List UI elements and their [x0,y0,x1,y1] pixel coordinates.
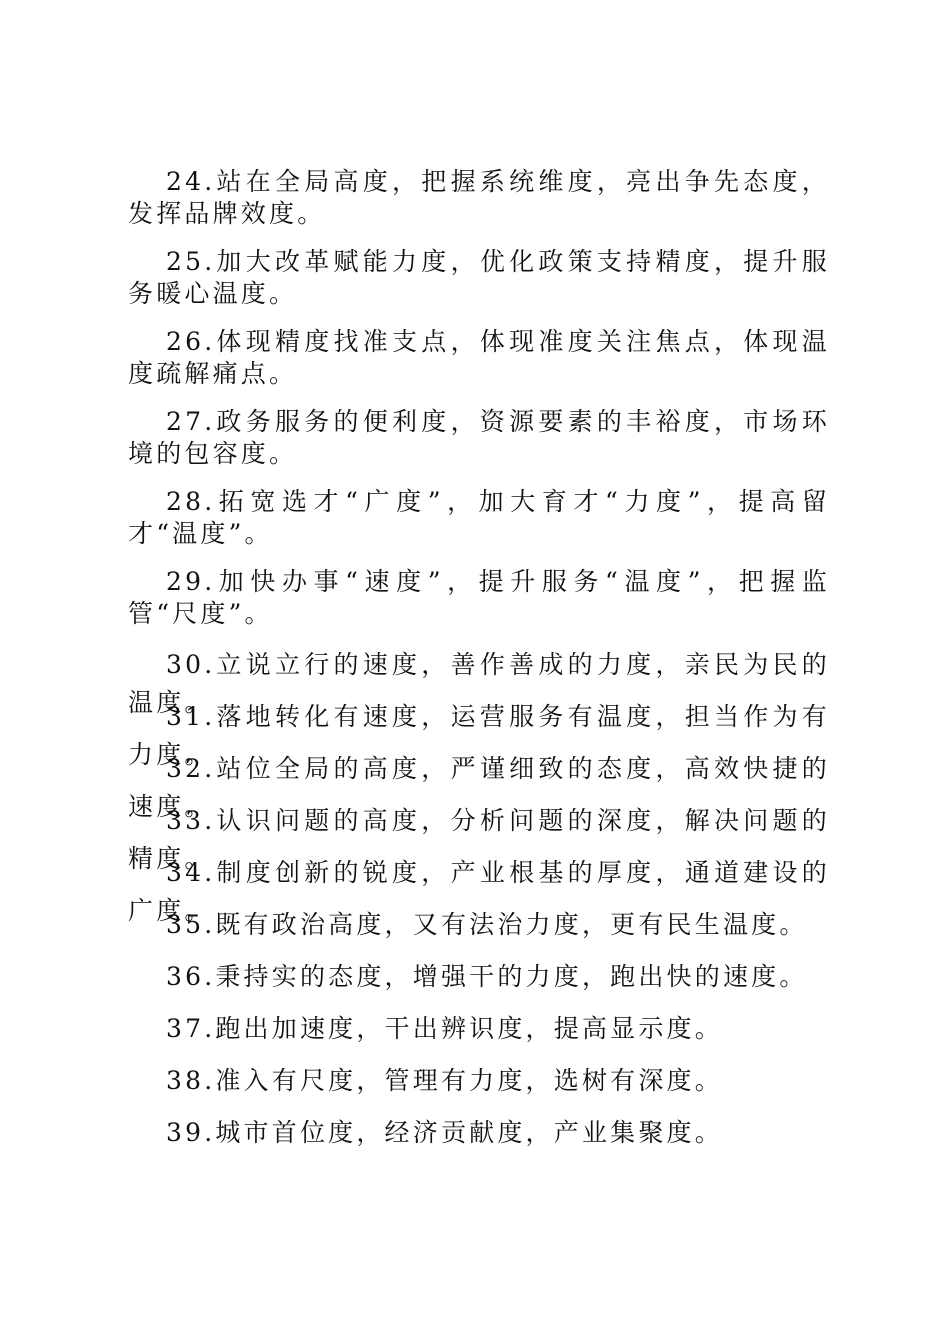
list-item: 35.既有政治高度，又有法治力度，更有民生温度。 [166,910,808,939]
list-item: 37.跑出加速度，干出辨识度，提高显示度。 [166,1014,723,1043]
list-item: 29.加快办事“速度”，提升服务“温度”，把握监管“尺度”。 [128,567,830,628]
list-item: 24.站在全局高度，把握系统维度，亮出争先态度，发挥品牌效度。 [128,167,830,228]
list-item: 32.站位全局的高度，严谨细致的态度，高效快捷的速度。 [128,754,830,821]
list-item: 33.认识问题的高度，分析问题的深度，解决问题的精度。 [128,806,830,873]
list-item: 34.制度创新的锐度，产业根基的厚度，通道建设的广度。 [128,858,830,925]
list-item: 31.落地转化有速度，运营服务有温度，担当作为有力度。 [128,702,830,769]
list-item: 26.体现精度找准支点，体现准度关注焦点，体现温度疏解痛点。 [128,327,830,388]
list-item: 30.立说立行的速度，善作善成的力度，亲民为民的温度。 [128,650,830,717]
document-body [128,166,830,1166]
list-item: 28.拓宽选才“广度”，加大育才“力度”，提高留才“温度”。 [128,487,830,548]
list-item: 25.加大改革赋能力度，优化政策支持精度，提升服务暖心温度。 [128,247,830,308]
list-item: 38.准入有尺度，管理有力度，选树有深度。 [166,1066,723,1095]
list-item: 36.秉持实的态度，增强干的力度，跑出快的速度。 [166,962,808,991]
list-item: 39.城市首位度，经济贡献度，产业集聚度。 [166,1118,723,1147]
list-item: 27.政务服务的便利度，资源要素的丰裕度，市场环境的包容度。 [128,407,830,468]
